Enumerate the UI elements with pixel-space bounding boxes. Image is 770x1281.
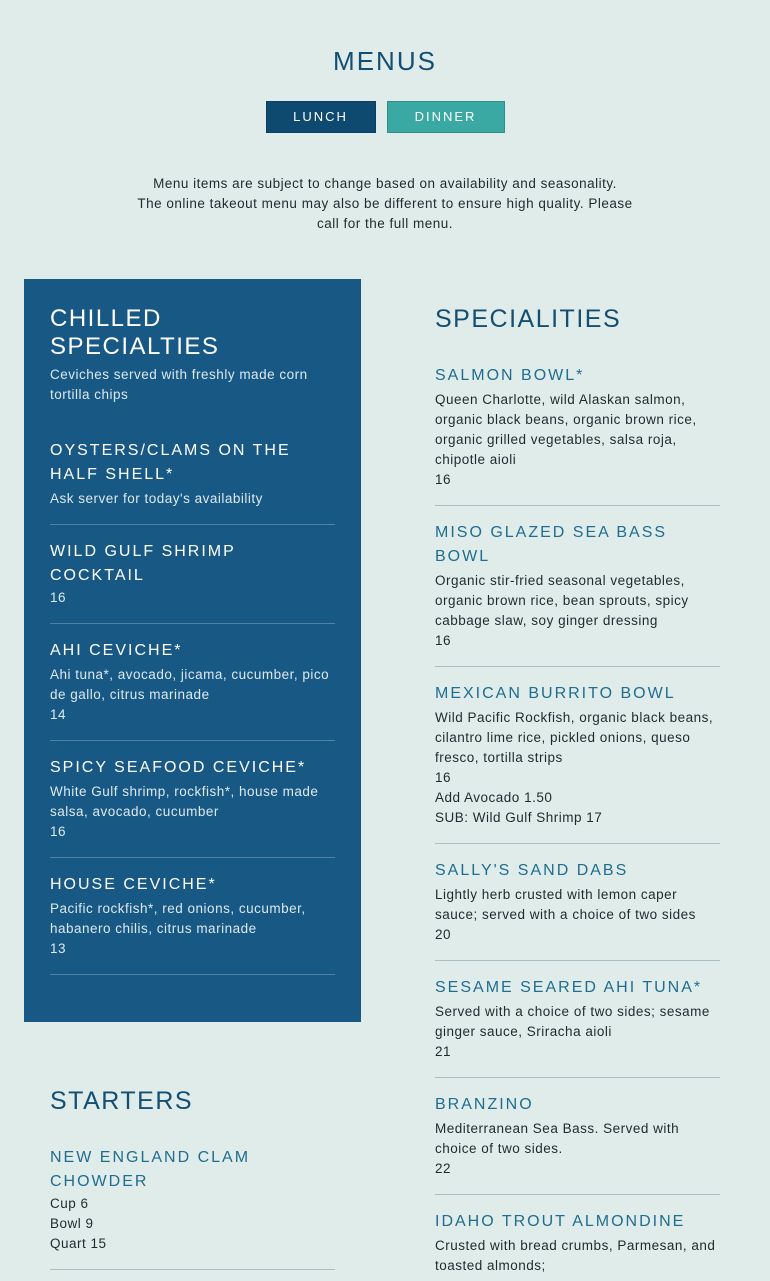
item-name: OYSTERS/CLAMS ON THE HALF SHELL* <box>50 442 291 483</box>
menu-item <box>435 976 720 1078</box>
item-name: HOUSE CEVICHE* <box>50 876 217 893</box>
item-name: SALMON BOWL* <box>435 367 585 384</box>
menu-item <box>435 364 720 506</box>
item-description: Wild Pacific Rockfish, organic black beans, cilantro lime rice, pickled onions, queso fresco, tortilla strips <box>435 710 714 765</box>
chilled-specialties-panel <box>24 279 361 1022</box>
item-name: SPICY SEAFOOD CEVICHE* <box>50 759 307 776</box>
item-name: SALLY'S SAND DABS <box>435 862 629 879</box>
menu-item <box>50 439 335 525</box>
specialities-section <box>435 305 720 1281</box>
section-title-chilled: CHILLED SPECIALTIES <box>50 305 220 360</box>
item-description: Served with a choice of two sides; sesame ginger sauce, Sriracha aioli <box>435 1004 710 1039</box>
section-subtitle-chilled: Ceviches served with freshly made corn tortilla chips <box>50 367 308 402</box>
menu-item <box>50 639 335 741</box>
item-price: 22 <box>435 1161 452 1176</box>
item-description: White Gulf shrimp, rockfish*, house made salsa, avocado, cucumber <box>50 784 319 819</box>
notice-line-3: call for the full menu. <box>316 216 454 231</box>
item-description: Organic stir-fried seasonal vegetables, organic brown rice, bean sprouts, spicy cabbage slaw, soy ginger dressing <box>435 573 689 628</box>
section-title-specialities: SPECIALITIES <box>435 305 622 333</box>
item-price: 16 <box>435 770 452 785</box>
item-description: Mediterranean Sea Bass. Served with choice of two sides. <box>435 1121 680 1156</box>
item-price: 13 <box>50 941 67 956</box>
menu-item <box>435 682 720 844</box>
item-description: Queen Charlotte, wild Alaskan salmon, organic black beans, organic brown rice, organic grilled vegetables, salsa roja, chipotle aioli <box>435 392 697 467</box>
item-price-quart: Quart 15 <box>50 1236 107 1251</box>
item-price: 20 <box>435 927 452 942</box>
item-name: BRANZINO <box>435 1096 534 1113</box>
tab-lunch[interactable]: LUNCH <box>266 101 376 133</box>
item-name: NEW ENGLAND CLAM CHOWDER <box>50 1149 251 1190</box>
item-price-bowl: Bowl 9 <box>50 1216 94 1231</box>
item-price: 16 <box>50 590 67 605</box>
tab-dinner[interactable]: DINNER <box>387 101 505 133</box>
menu-item <box>50 873 335 975</box>
notice-line-2: The online takeout menu may also be different to ensure high quality. Please <box>137 196 633 211</box>
item-substitution: SUB: Wild Gulf Shrimp 17 <box>435 810 603 825</box>
item-name: WILD GULF SHRIMP COCKTAIL <box>50 543 236 584</box>
menu-item <box>50 756 335 858</box>
menu-item <box>50 540 335 624</box>
item-price: 16 <box>435 633 452 648</box>
menu-item <box>50 1146 335 1270</box>
item-name: MEXICAN BURRITO BOWL <box>435 685 676 702</box>
item-name: MISO GLAZED SEA BASS BOWL <box>435 524 668 565</box>
item-description: Ask server for today's availability <box>50 491 263 506</box>
item-price-cup: Cup 6 <box>50 1196 89 1211</box>
starters-section <box>50 1087 335 1270</box>
page-title: MENUS <box>333 46 437 76</box>
menu-notice <box>90 174 680 234</box>
item-price: 16 <box>435 472 452 487</box>
item-description: Crusted with bread crumbs, Parmesan, and toasted almonds; <box>435 1238 716 1273</box>
item-price: 21 <box>435 1044 452 1059</box>
notice-line-1: Menu items are subject to change based on availability and seasonality. <box>153 176 617 191</box>
item-name: IDAHO TROUT ALMONDINE <box>435 1213 686 1230</box>
section-title-starters: STARTERS <box>50 1087 194 1115</box>
item-price: 16 <box>50 824 67 839</box>
menu-item <box>435 859 720 961</box>
item-description: Lightly herb crusted with lemon caper sauce; served with a choice of two sides <box>435 887 696 922</box>
item-name: SESAME SEARED AHI TUNA* <box>435 979 703 996</box>
menu-item <box>435 521 720 667</box>
item-addon: Add Avocado 1.50 <box>435 790 553 805</box>
item-description: Ahi tuna*, avocado, jicama, cucumber, pico de gallo, citrus marinade <box>50 667 330 702</box>
item-description: Pacific rockfish*, red onions, cucumber, habanero chilis, citrus marinade <box>50 901 306 936</box>
item-name: AHI CEVICHE* <box>50 642 183 659</box>
item-price: 14 <box>50 707 67 722</box>
menu-tabs <box>0 101 770 133</box>
menu-item <box>435 1210 720 1281</box>
menu-item <box>435 1093 720 1195</box>
